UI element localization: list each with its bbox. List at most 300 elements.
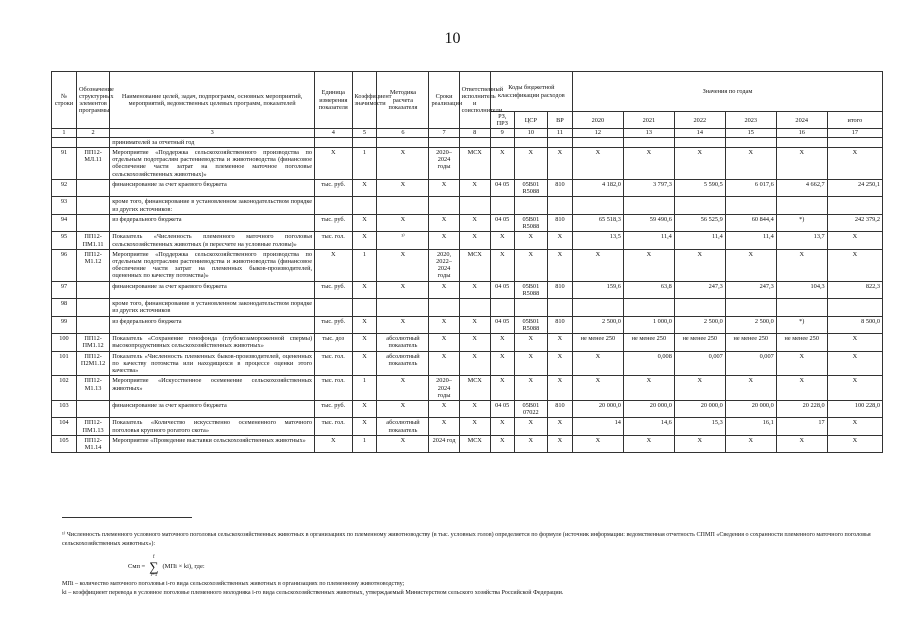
column-number-cell: 2 <box>76 129 109 137</box>
budget-vr-cell: 810 <box>547 179 572 196</box>
formula-rhs: (МПi × ki), где: <box>162 563 205 570</box>
budget-csr-cell: Х <box>514 147 547 179</box>
term-cell: 2020, 2022–2024 годы <box>429 249 459 281</box>
coefficient-cell: Х <box>352 179 377 196</box>
year-value-cell: Х <box>725 435 776 452</box>
row-number-cell: 101 <box>52 351 77 376</box>
budget-rz-cell: Х <box>490 232 514 249</box>
year-value-cell: Х <box>623 147 674 179</box>
header-method: Методика расчета показателя <box>377 72 429 129</box>
year-value-cell <box>725 299 776 316</box>
column-number-cell: 11 <box>547 129 572 137</box>
element-code-cell <box>76 137 109 147</box>
table-row <box>52 351 883 376</box>
coefficient-cell: Х <box>352 214 377 231</box>
header-year-total: итого <box>827 112 882 129</box>
row-number-cell: 94 <box>52 214 77 231</box>
budget-csr-cell <box>514 197 547 214</box>
year-total-cell <box>827 197 882 214</box>
row-number-cell: 97 <box>52 281 77 298</box>
element-code-cell <box>76 400 109 417</box>
budget-rz-cell <box>490 299 514 316</box>
year-value-cell: 14,6 <box>623 418 674 435</box>
year-value-cell: 2 500,0 <box>725 316 776 333</box>
unit-cell: тыс. доз <box>315 334 352 351</box>
year-value-cell: 20 000,0 <box>674 400 725 417</box>
year-value-cell: 3 797,3 <box>623 179 674 196</box>
table-row <box>52 334 883 351</box>
page-number: 10 <box>444 30 461 47</box>
term-cell: Х <box>429 281 459 298</box>
item-name-cell: Мероприятие «Поддержка сельскохозяйственного производства по отдельным подотраслям растениеводства и животноводства (финансовое обеспечение части затрат на племенных быков-производителей, оцененных по качеству потомства)» <box>110 249 315 281</box>
method-cell: Х <box>377 376 429 401</box>
row-number-cell: 98 <box>52 299 77 316</box>
item-name-cell: из федерального бюджета <box>110 316 315 333</box>
method-cell: Х <box>377 179 429 196</box>
budget-vr-cell: 810 <box>547 316 572 333</box>
row-number-cell: 100 <box>52 334 77 351</box>
item-name-cell: Показатель «Численность племенного маточного поголовья сельскохозяйственных животных (в пересчете на условные головы)» <box>110 232 315 249</box>
year-value-cell: Х <box>674 249 725 281</box>
budget-csr-cell: 05В01 R5088 <box>514 281 547 298</box>
item-name-cell: Мероприятие «Поддержка сельскохозяйственного производства по отдельным подотраслям растениеводства и животноводства (финансовое обеспечение части затрат на племенное маточное поголовье сельскохозяйственных животных)» <box>110 147 315 179</box>
year-total-cell: Х <box>827 147 882 179</box>
row-number-cell: 92 <box>52 179 77 196</box>
table-row <box>52 281 883 298</box>
table-row <box>52 147 883 179</box>
table-row <box>52 316 883 333</box>
year-value-cell: 247,3 <box>674 281 725 298</box>
table-row <box>52 214 883 231</box>
year-total-cell: Х <box>827 351 882 376</box>
budget-rz-cell: 04 05 <box>490 281 514 298</box>
year-value-cell: 56 525,9 <box>674 214 725 231</box>
year-value-cell <box>776 137 827 147</box>
year-value-cell: 60 844,4 <box>725 214 776 231</box>
year-value-cell: 20 228,0 <box>776 400 827 417</box>
element-code-cell <box>76 299 109 316</box>
coefficient-cell: Х <box>352 281 377 298</box>
item-name-cell: принимателей за отчетный год <box>110 137 315 147</box>
row-number-cell: 99 <box>52 316 77 333</box>
method-cell: Х <box>377 147 429 179</box>
coefficient-cell <box>352 299 377 316</box>
column-number-cell: 6 <box>377 129 429 137</box>
year-total-cell <box>827 299 882 316</box>
executor-cell: МСХ <box>459 147 490 179</box>
coefficient-cell: Х <box>352 351 377 376</box>
header-year: 2020 <box>572 112 623 129</box>
column-number-cell: 7 <box>429 129 459 137</box>
year-value-cell: Х <box>776 351 827 376</box>
year-value-cell: 16,1 <box>725 418 776 435</box>
budget-vr-cell <box>547 137 572 147</box>
year-value-cell: 0,007 <box>725 351 776 376</box>
header-budget: Коды бюджетной классификации расходов <box>490 72 572 112</box>
coefficient-cell: 1 <box>352 249 377 281</box>
item-name-cell: Показатель «Численность племенных быков-производителей, оцененных по качеству потомства или находящихся в процессе оценки этого качества» <box>110 351 315 376</box>
footnote-separator <box>62 517 192 518</box>
table-row <box>52 435 883 452</box>
header-year: 2023 <box>725 112 776 129</box>
row-number-cell: 102 <box>52 376 77 401</box>
executor-cell: Х <box>459 316 490 333</box>
header-exec: Ответственный исполнитель и соисполнители <box>459 72 490 129</box>
year-total-cell: 24 250,1 <box>827 179 882 196</box>
year-value-cell: 17 <box>776 418 827 435</box>
formula <box>128 555 205 578</box>
year-value-cell: Х <box>674 376 725 401</box>
coefficient-cell: Х <box>352 418 377 435</box>
column-number-cell: 8 <box>459 129 490 137</box>
row-number-cell: 105 <box>52 435 77 452</box>
year-total-cell: Х <box>827 249 882 281</box>
term-cell: Х <box>429 232 459 249</box>
method-cell: абсолютный показатель <box>377 418 429 435</box>
year-value-cell: 59 490,6 <box>623 214 674 231</box>
header-vr: ВР <box>547 112 572 129</box>
unit-cell <box>315 137 352 147</box>
year-value-cell: 13,7 <box>776 232 827 249</box>
element-code-cell <box>76 179 109 196</box>
year-value-cell: не менее 250 <box>725 334 776 351</box>
budget-rz-cell: Х <box>490 351 514 376</box>
header-year: 2021 <box>623 112 674 129</box>
definition-k: ki – коэффициент перевода в условное поголовье племенного молодняка i-го вида сельскохозяйственных животных, утверждаемый Министерством сельского хозяйства Российской Федерации. <box>62 590 564 597</box>
term-cell: Х <box>429 214 459 231</box>
column-number-cell: 9 <box>490 129 514 137</box>
sigma-icon: ∑ <box>149 559 159 574</box>
budget-vr-cell: 810 <box>547 281 572 298</box>
row-number-cell <box>52 137 77 147</box>
year-value-cell: Х <box>623 249 674 281</box>
year-value-cell: 0,008 <box>623 351 674 376</box>
year-value-cell: Х <box>572 376 623 401</box>
year-value-cell: 247,3 <box>725 281 776 298</box>
method-cell: Х <box>377 435 429 452</box>
budget-rz-cell <box>490 137 514 147</box>
unit-cell: Х <box>315 147 352 179</box>
unit-cell <box>315 299 352 316</box>
term-cell <box>429 197 459 214</box>
item-name-cell: Мероприятие «Искусственное осеменение сельскохозяйственных животных» <box>110 376 315 401</box>
header-code: Обозначение структурных элементов программы <box>76 72 109 129</box>
executor-cell: Х <box>459 281 490 298</box>
unit-cell: тыс. гол. <box>315 376 352 401</box>
term-cell: 2020–2024 годы <box>429 147 459 179</box>
method-cell <box>377 137 429 147</box>
coefficient-cell <box>352 137 377 147</box>
column-number-cell: 5 <box>352 129 377 137</box>
coefficient-cell <box>352 197 377 214</box>
year-value-cell: 6 017,6 <box>725 179 776 196</box>
year-value-cell: Х <box>776 435 827 452</box>
executor-cell: Х <box>459 400 490 417</box>
budget-rz-cell: Х <box>490 435 514 452</box>
year-value-cell <box>572 197 623 214</box>
term-cell: Х <box>429 418 459 435</box>
budget-rz-cell: 04 05 <box>490 316 514 333</box>
coefficient-cell: 1 <box>352 147 377 179</box>
element-code-cell: ПП12-ПМ1.11 <box>76 232 109 249</box>
year-total-cell: 242 379,2 <box>827 214 882 231</box>
unit-cell: тыс. руб. <box>315 316 352 333</box>
budget-rz-cell: 04 05 <box>490 400 514 417</box>
method-cell <box>377 197 429 214</box>
method-cell: абсолютный показатель <box>377 351 429 376</box>
sum-lower-limit: i=1 <box>150 573 158 578</box>
coefficient-cell: Х <box>352 400 377 417</box>
year-value-cell: Х <box>623 435 674 452</box>
row-number-cell: 103 <box>52 400 77 417</box>
year-total-cell: Х <box>827 435 882 452</box>
year-value-cell: 20 000,0 <box>725 400 776 417</box>
year-value-cell: Х <box>572 249 623 281</box>
year-value-cell: не менее 250 <box>623 334 674 351</box>
year-value-cell <box>674 299 725 316</box>
formula-definitions <box>62 580 877 598</box>
budget-vr-cell <box>547 299 572 316</box>
budget-csr-cell: 05В01 R5088 <box>514 316 547 333</box>
year-value-cell: 11,4 <box>725 232 776 249</box>
header-term: Сроки реализации <box>429 72 459 129</box>
year-total-cell <box>827 137 882 147</box>
method-cell: Х <box>377 281 429 298</box>
term-cell: Х <box>429 400 459 417</box>
budget-vr-cell: Х <box>547 334 572 351</box>
budget-vr-cell: Х <box>547 147 572 179</box>
table-row <box>52 418 883 435</box>
unit-cell <box>315 197 352 214</box>
formula-lhs: Смп = <box>128 563 146 570</box>
table-row <box>52 299 883 316</box>
year-value-cell: *) <box>776 316 827 333</box>
row-number-cell: 93 <box>52 197 77 214</box>
year-total-cell: Х <box>827 334 882 351</box>
table-header <box>52 72 883 129</box>
budget-vr-cell: 810 <box>547 400 572 417</box>
budget-vr-cell <box>547 197 572 214</box>
budget-rz-cell: Х <box>490 147 514 179</box>
header-year: 2024 <box>776 112 827 129</box>
budget-csr-cell: Х <box>514 334 547 351</box>
header-years-title: Значения по годам <box>572 72 882 112</box>
year-value-cell: 159,6 <box>572 281 623 298</box>
year-value-cell: 65 518,3 <box>572 214 623 231</box>
column-number-cell: 13 <box>623 129 674 137</box>
budget-rz-cell: Х <box>490 418 514 435</box>
year-total-cell: 100 228,0 <box>827 400 882 417</box>
year-value-cell: Х <box>623 376 674 401</box>
year-value-cell: 20 000,0 <box>623 400 674 417</box>
definition-mp: МПi – количество маточного поголовья i-го вида сельскохозяйственных животных в организациях по племенному животноводству; <box>62 581 405 587</box>
column-number-cell: 3 <box>110 129 315 137</box>
unit-cell: Х <box>315 435 352 452</box>
element-code-cell: ПП12-П2М1.12 <box>76 351 109 376</box>
budget-vr-cell: Х <box>547 376 572 401</box>
unit-cell: тыс. руб. <box>315 214 352 231</box>
year-value-cell: Х <box>725 249 776 281</box>
year-value-cell <box>572 299 623 316</box>
coefficient-cell: Х <box>352 334 377 351</box>
unit-cell: тыс. гол. <box>315 351 352 376</box>
executor-cell: МСХ <box>459 376 490 401</box>
table-row <box>52 232 883 249</box>
row-number-cell: 96 <box>52 249 77 281</box>
unit-cell: тыс. руб. <box>315 400 352 417</box>
year-value-cell: 4 182,0 <box>572 179 623 196</box>
executor-cell: Х <box>459 179 490 196</box>
executor-cell <box>459 299 490 316</box>
year-value-cell <box>572 137 623 147</box>
budget-csr-cell <box>514 299 547 316</box>
header-unit: Единица измерения показателя <box>315 72 352 129</box>
year-total-cell: 822,3 <box>827 281 882 298</box>
element-code-cell: ПП12-М1.13 <box>76 376 109 401</box>
year-value-cell: 4 662,7 <box>776 179 827 196</box>
executor-cell: Х <box>459 334 490 351</box>
year-value-cell: 2 500,0 <box>572 316 623 333</box>
year-value-cell: 11,4 <box>674 232 725 249</box>
year-value-cell: не менее 250 <box>776 334 827 351</box>
year-value-cell: Х <box>725 376 776 401</box>
budget-vr-cell: Х <box>547 435 572 452</box>
executor-cell: Х <box>459 232 490 249</box>
item-name-cell: Мероприятие «Проведение выставки сельскохозяйственных животных» <box>110 435 315 452</box>
coefficient-cell: Х <box>352 316 377 333</box>
method-cell <box>377 299 429 316</box>
year-value-cell: не менее 250 <box>572 334 623 351</box>
year-value-cell: 0,007 <box>674 351 725 376</box>
item-name-cell: из федерального бюджета <box>110 214 315 231</box>
item-name-cell: Показатель «Сохранение генофонда (глубокозамороженной спермы) высокопродуктивных сельскохозяйственных животных» <box>110 334 315 351</box>
header-coef: Коэффициент значимости <box>352 72 377 129</box>
term-cell: Х <box>429 316 459 333</box>
year-total-cell: Х <box>827 232 882 249</box>
budget-csr-cell: 05В01 R5088 <box>514 214 547 231</box>
unit-cell: Х <box>315 249 352 281</box>
table-row <box>52 376 883 401</box>
item-name-cell: кроме того, финансирование в установленном законодательством порядке из других источников <box>110 299 315 316</box>
budget-csr-cell: Х <box>514 351 547 376</box>
year-value-cell <box>776 197 827 214</box>
budget-csr-cell: Х <box>514 418 547 435</box>
column-number-cell: 16 <box>776 129 827 137</box>
element-code-cell: ПП12-М1.14 <box>76 435 109 452</box>
sum-symbol <box>149 555 158 578</box>
executor-cell: МСХ <box>459 249 490 281</box>
budget-csr-cell: Х <box>514 435 547 452</box>
year-value-cell: 5 590,5 <box>674 179 725 196</box>
year-total-cell: Х <box>827 376 882 401</box>
year-value-cell <box>725 137 776 147</box>
row-number-cell: 104 <box>52 418 77 435</box>
budget-rz-cell: Х <box>490 249 514 281</box>
item-name-cell: Показатель «Количество искусственно осемененного маточного поголовья крупного рогатого скота» <box>110 418 315 435</box>
budget-csr-cell: Х <box>514 376 547 401</box>
column-number-cell: 12 <box>572 129 623 137</box>
term-cell: 2020–2024 годы <box>429 376 459 401</box>
year-value-cell <box>623 299 674 316</box>
budget-csr-cell: 05В01 R5088 <box>514 179 547 196</box>
column-number-cell: 4 <box>315 129 352 137</box>
coefficient-cell: Х <box>352 232 377 249</box>
year-value-cell: Х <box>572 435 623 452</box>
year-value-cell: Х <box>776 249 827 281</box>
column-number-cell: 17 <box>827 129 882 137</box>
term-cell: 2024 год <box>429 435 459 452</box>
term-cell <box>429 299 459 316</box>
header-csr: ЦСР <box>514 112 547 129</box>
year-value-cell <box>674 197 725 214</box>
element-code-cell: ПП12-М1.12 <box>76 249 109 281</box>
budget-csr-cell: 05В01 07022 <box>514 400 547 417</box>
year-value-cell: 2 500,0 <box>674 316 725 333</box>
method-cell: Х <box>377 214 429 231</box>
element-code-cell: ПП12-ПМ1.13 <box>76 418 109 435</box>
year-value-cell: 63,8 <box>623 281 674 298</box>
program-table <box>51 71 883 453</box>
table-row <box>52 249 883 281</box>
budget-rz-cell: 04 05 <box>490 214 514 231</box>
year-total-cell: 8 500,0 <box>827 316 882 333</box>
column-number-cell: 14 <box>674 129 725 137</box>
budget-vr-cell: Х <box>547 249 572 281</box>
unit-cell: тыс. гол. <box>315 418 352 435</box>
method-cell: абсолютный показатель <box>377 334 429 351</box>
term-cell: Х <box>429 334 459 351</box>
year-total-cell: Х <box>827 418 882 435</box>
budget-csr-cell: Х <box>514 232 547 249</box>
method-cell: ¹⁾ <box>377 232 429 249</box>
year-value-cell: 14 <box>572 418 623 435</box>
footnote-text: ¹⁾ Численность племенного условного маточного поголовья сельскохозяйственных животных в организациях по племенному животноводству (в тыс. условных голов) определяется по формуле (источник информации: ведомственная отчетность СПМП «Сведения о сохранности племенного маточного поголовья сельскохозяйственных животных»): <box>62 532 871 547</box>
header-name: Наименование целей, задач, подпрограмм, основных мероприятий, мероприятий, ведомственных целевых программ, показателей <box>110 72 315 129</box>
row-number-cell: 95 <box>52 232 77 249</box>
item-name-cell: кроме того, финансирование в установленном законодательством порядке из других источников: <box>110 197 315 214</box>
year-value-cell: 15,3 <box>674 418 725 435</box>
budget-vr-cell: Х <box>547 418 572 435</box>
executor-cell: Х <box>459 351 490 376</box>
item-name-cell: финансирование за счет краевого бюджета <box>110 281 315 298</box>
year-value-cell: не менее 250 <box>674 334 725 351</box>
header-rz: РЗ, ПРЗ <box>490 112 514 129</box>
element-code-cell <box>76 214 109 231</box>
coefficient-cell: 1 <box>352 376 377 401</box>
budget-vr-cell: Х <box>547 351 572 376</box>
executor-cell: Х <box>459 214 490 231</box>
year-value-cell: 1 000,0 <box>623 316 674 333</box>
sum-upper-limit: f <box>153 555 155 560</box>
column-number-row <box>52 129 883 137</box>
table-row <box>52 197 883 214</box>
year-value-cell: *) <box>776 214 827 231</box>
executor-cell <box>459 137 490 147</box>
budget-rz-cell: Х <box>490 334 514 351</box>
year-value-cell: 20 000,0 <box>572 400 623 417</box>
year-value-cell <box>776 299 827 316</box>
budget-rz-cell: 04 05 <box>490 179 514 196</box>
year-value-cell <box>623 137 674 147</box>
column-number-cell: 1 <box>52 129 77 137</box>
unit-cell: тыс. гол. <box>315 232 352 249</box>
unit-cell: тыс. руб. <box>315 281 352 298</box>
table-row <box>52 137 883 147</box>
column-number-cell: 10 <box>514 129 547 137</box>
column-number-cell: 15 <box>725 129 776 137</box>
term-cell: Х <box>429 179 459 196</box>
executor-cell: Х <box>459 418 490 435</box>
